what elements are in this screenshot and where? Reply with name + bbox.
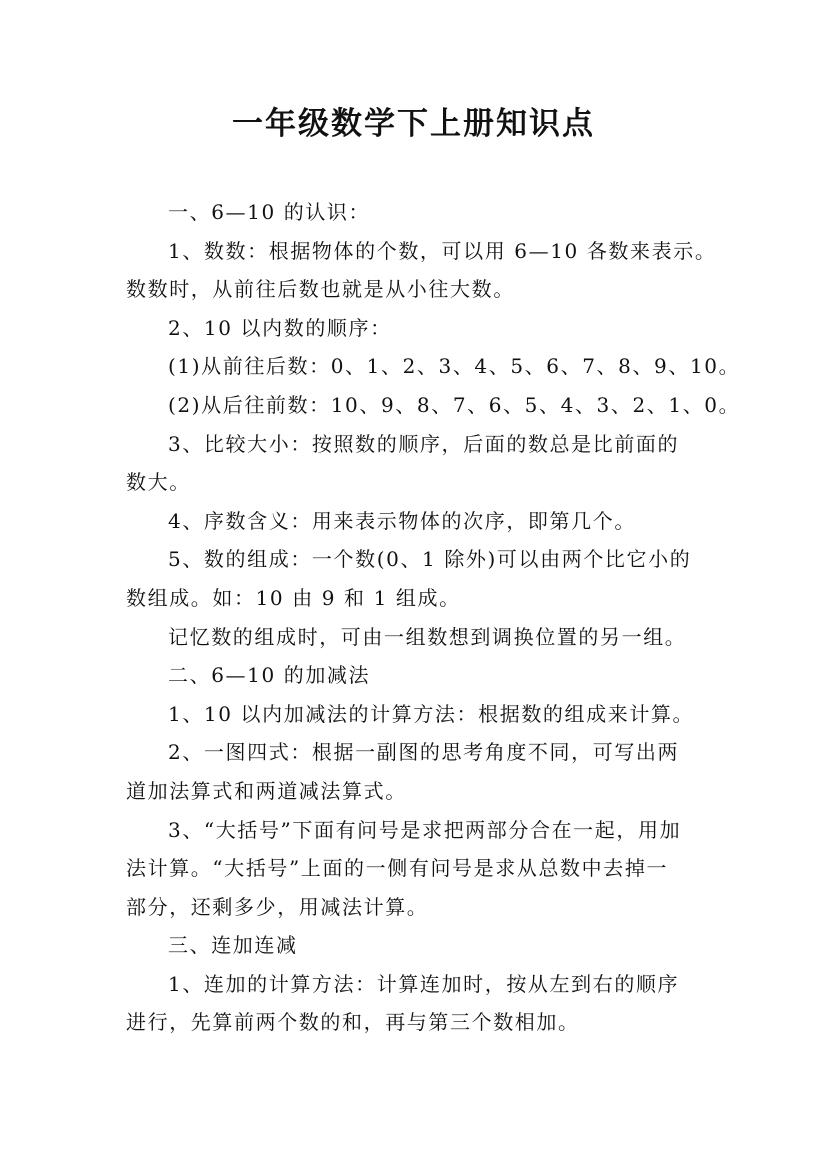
- heading-section-1: [126, 193, 721, 232]
- text-line: 1、连加的计算方法：计算连加时，按从左到右的顺序: [168, 971, 680, 996]
- text-line: 2、一图四式：根据一副图的思考角度不同，可写出两: [168, 740, 680, 765]
- paragraph-brace-question: [126, 811, 721, 927]
- paragraph-compare: [126, 425, 721, 502]
- text-line: (2)从后往前数：10、9、8、7、6、5、4、3、2、1、0。: [168, 392, 741, 417]
- text-line: 1、数数：根据物体的个数，可以用 6—10 各数来表示。: [168, 238, 717, 263]
- document-body: [126, 193, 741, 1042]
- paragraph-forward-order: [126, 347, 741, 386]
- document-title: 一年级数学下上册知识点: [232, 106, 595, 142]
- text-line: 3、比较大小：按照数的顺序，后面的数总是比前面的: [168, 431, 680, 456]
- text-line: 三、连加连减: [168, 933, 298, 958]
- text-line: 2、10 以内数的顺序：: [168, 315, 392, 340]
- text-line: 4、序数含义：用来表示物体的次序，即第几个。: [168, 508, 636, 533]
- paragraph-memory: [126, 618, 721, 657]
- text-line: 数数时，从前往后数也就是从小往大数。: [126, 277, 515, 302]
- paragraph-order: [126, 309, 721, 348]
- paragraph-backward-order: [126, 386, 741, 425]
- text-line: 1、10 以内加减法的计算方法：根据数的组成来计算。: [168, 701, 695, 726]
- paragraph-add-subtract-method: [126, 695, 721, 734]
- text-line: 数大。: [126, 470, 191, 495]
- text-line: 记忆数的组成时，可由一组数想到调换位置的另一组。: [168, 624, 687, 649]
- text-line: 道加法算式和两道减法算式。: [126, 778, 407, 803]
- text-line: 数组成。如：10 由 9 和 1 组成。: [126, 585, 461, 610]
- text-line: (1)从前往后数：0、1、2、3、4、5、6、7、8、9、10。: [168, 354, 741, 379]
- text-line: 进行，先算前两个数的和，再与第三个数相加。: [126, 1010, 580, 1035]
- paragraph-composition: [126, 540, 721, 617]
- paragraph-one-picture-four-equations: [126, 733, 721, 810]
- heading-section-2: [126, 656, 721, 695]
- paragraph-ordinal: [126, 502, 721, 541]
- paragraph-counting: [126, 232, 721, 309]
- text-line: 法计算。“大括号”上面的一侧有问号是求从总数中去掉一: [126, 856, 669, 881]
- text-line: 一、6—10 的认识：: [168, 200, 371, 224]
- text-line: 二、6—10 的加减法: [168, 663, 371, 688]
- heading-section-3: [126, 926, 721, 965]
- paragraph-consecutive-addition: [126, 965, 721, 1042]
- text-line: 3、“大括号”下面有问号是求把两部分合在一起，用加: [168, 817, 682, 842]
- text-line: 5、数的组成：一个数(0、1 除外)可以由两个比它小的: [168, 547, 692, 572]
- text-line: 部分，还剩多少，用减法计算。: [126, 894, 429, 919]
